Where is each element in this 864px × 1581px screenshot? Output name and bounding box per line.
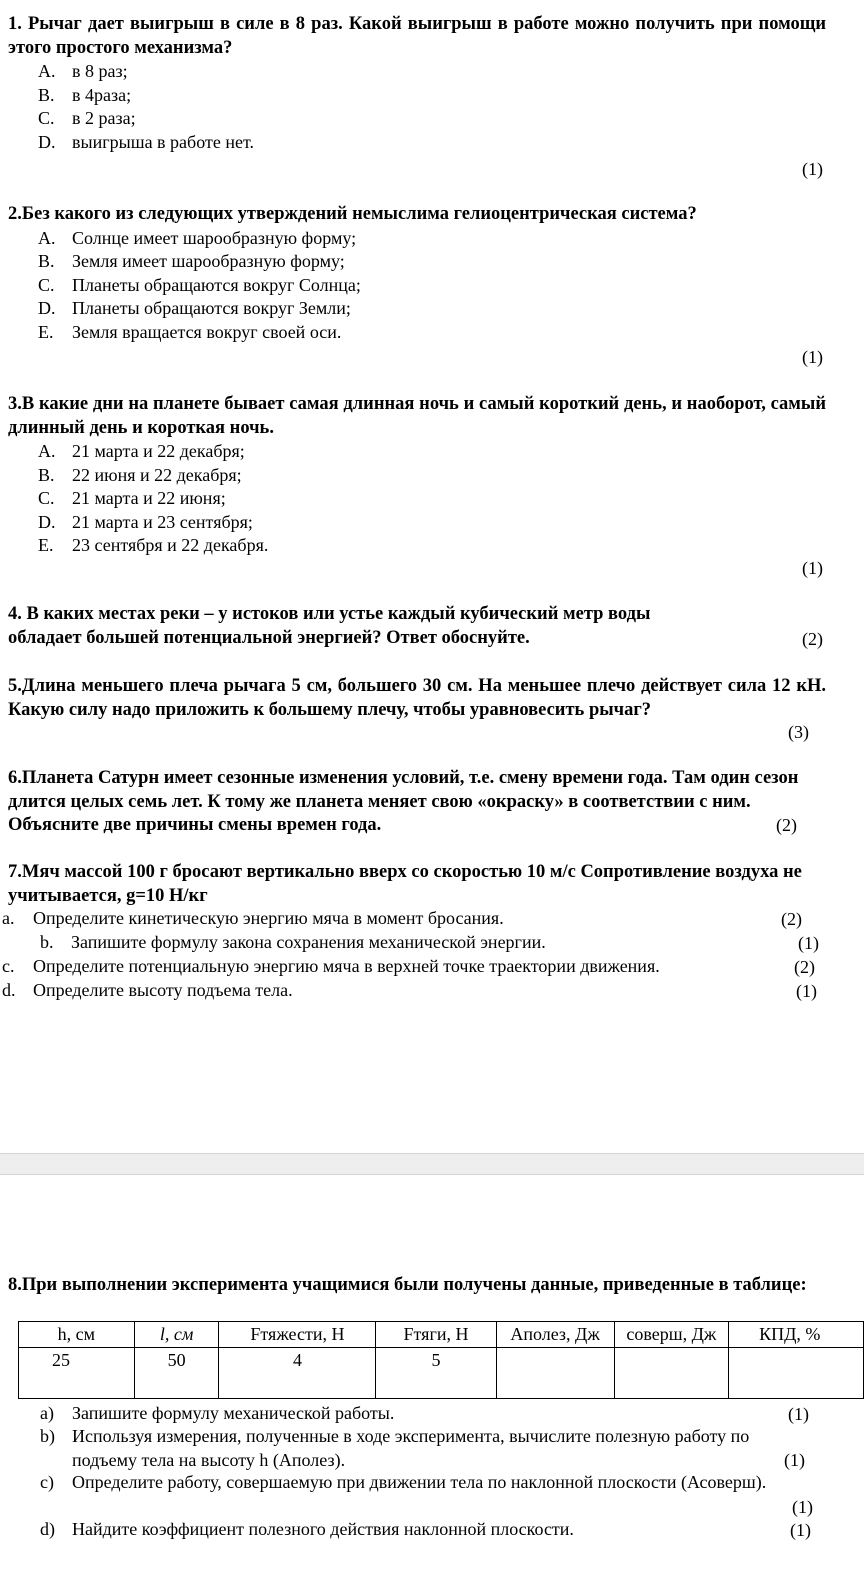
question-5 — [8, 675, 826, 722]
question-6-text: 6.Планета Сатурн имеет сезонные изменения условий, т.е. смену времени года. Там один сезон длится целых семь лет. К тому же планета меняет свою «окраску» в соответствии с ним. Объясните две причины смены времен года. — [8, 768, 799, 835]
question-7-part-d: d. Определите высоту подъема тела. — [2, 980, 293, 1000]
header-a-useful: Аполез, Дж — [496, 1322, 614, 1348]
question-8-part-d: d) Найдите коэффициент полезного действия наклонной плоскости. — [40, 1519, 574, 1539]
option-c: C. Планеты обращаются вокруг Солнца; — [38, 274, 361, 295]
option-d: D. выигрыша в работе нет. — [38, 131, 254, 152]
header-h: h, см — [19, 1322, 135, 1348]
experiment-table — [18, 1321, 864, 1399]
question-7-text: 7.Мяч массой 100 г бросают вертикально вверх со скоростью 10 м/с Сопротивление воздуха не учитывается, g=10 Н/кг — [8, 862, 802, 906]
option-a: A. 21 марта и 22 декабря; — [38, 441, 245, 461]
cell-efficiency — [729, 1348, 864, 1399]
question-1-score: (1) — [802, 159, 823, 179]
question-8-part-d-score: (1) — [790, 1520, 811, 1540]
question-4 — [8, 603, 854, 650]
question-7-part-d-score: (1) — [796, 981, 817, 1001]
question-4-line-1: 4. В каких местах реки – у истоков или устье каждый кубический метр воды — [8, 604, 651, 624]
question-3-text: 3.В какие дни на планете бывает самая длинная ночь и самый короткий день, и наоборот, самый длинный день и короткая ночь. — [8, 394, 826, 438]
question-1-options — [8, 60, 826, 154]
question-7-part-a-score: (2) — [781, 909, 802, 929]
cell-f-pull: 5 — [376, 1348, 496, 1399]
cell-f-gravity: 4 — [219, 1348, 376, 1399]
question-4-score: (2) — [802, 629, 823, 649]
header-l: l, см — [134, 1322, 219, 1348]
question-8-part-a-score: (1) — [788, 1404, 809, 1424]
question-3 — [8, 393, 826, 558]
option-c: C. в 2 раза; — [38, 108, 136, 128]
question-2-text: 2.Без какого из следующих утверждений немыслима гелиоцентрическая система? — [8, 204, 697, 224]
header-f-pull: Fтяги, Н — [376, 1322, 496, 1348]
option-d: D. Планеты обращаются вокруг Земли; — [38, 298, 351, 318]
option-e: E. 23 сентября и 22 декабря. — [38, 535, 269, 555]
cell-a-total — [614, 1348, 729, 1399]
cell-a-useful — [496, 1348, 614, 1399]
question-8 — [8, 1274, 826, 1298]
question-7-part-c: c. Определите потенциальную энергию мяча в верхней точке траектории движения. — [2, 956, 660, 976]
question-6 — [8, 767, 826, 838]
experiment-table-wrapper — [0, 1318, 864, 1402]
question-7-part-c-score: (2) — [794, 957, 815, 977]
question-3-score: (1) — [802, 558, 823, 578]
question-7 — [8, 861, 826, 908]
question-8-part-a: a) Запишите формулу механической работы. — [40, 1403, 395, 1423]
header-efficiency: КПД, % — [729, 1322, 864, 1348]
question-8-part-b: b) Используя измерения, полученные в ходе эксперимента, вычислите полезную работу по подъему тела на высоту h (Аполез). — [40, 1426, 750, 1470]
option-b: B. Земля имеет шарообразную форму; — [38, 251, 345, 271]
option-b: B. в 4раза; — [38, 84, 132, 105]
header-a-total: соверш, Дж — [614, 1322, 729, 1348]
question-3-options — [8, 440, 826, 558]
question-2 — [8, 203, 854, 344]
question-5-text: 5.Длина меньшего плеча рычага 5 см, большего 30 см. На меньшее плечо действует сила 12 кН. Какую силу надо приложить к большему плечу, чтобы уравновесить рычаг? — [8, 676, 826, 720]
question-7-part-b: b. Запишите формулу закона сохранения механической энергии. — [40, 932, 546, 952]
cell-h: 25 — [19, 1348, 135, 1399]
question-8-text: 8.При выполнении эксперимента учащимися были получены данные, приведенные в таблице: — [8, 1275, 807, 1295]
question-2-options — [8, 227, 854, 345]
table-row — [19, 1348, 864, 1399]
option-e: E. Земля вращается вокруг своей оси. — [38, 321, 342, 342]
option-d: D. 21 марта и 23 сентября; — [38, 511, 253, 532]
question-8-part-c: c) Определите работу, совершаемую при движении тела по наклонной плоскости (Асоверш). — [40, 1472, 767, 1492]
option-a: A. Солнце имеет шарообразную форму; — [38, 227, 357, 248]
question-7-part-b-score: (1) — [798, 933, 819, 953]
option-b: B. 22 июня и 22 декабря; — [38, 464, 242, 485]
question-4-line-2: обладает большей потенциальной энергией? Ответ обоснуйте. — [8, 627, 530, 648]
question-1 — [8, 13, 826, 154]
cell-l: 50 — [134, 1348, 219, 1399]
question-5-score: (3) — [788, 722, 809, 742]
option-c: C. 21 марта и 22 июня; — [38, 488, 226, 508]
header-f-gravity: Fтяжести, Н — [219, 1322, 376, 1348]
question-1-text: 1. Рычаг дает выигрыш в силе в 8 раз. Какой выигрыш в работе можно получить при помощи этого простого механизма? — [8, 14, 826, 58]
question-2-score: (1) — [802, 347, 823, 367]
question-8-part-b-score: (1) — [784, 1450, 805, 1470]
table-header-row — [19, 1322, 864, 1348]
question-6-score: (2) — [776, 815, 797, 835]
page-separator — [0, 1153, 864, 1175]
question-8-part-c-score: (1) — [792, 1497, 813, 1517]
option-a: A. в 8 раз; — [38, 61, 128, 81]
question-7-part-a: a. Определите кинетическую энергию мяча в момент бросания. — [2, 908, 504, 928]
